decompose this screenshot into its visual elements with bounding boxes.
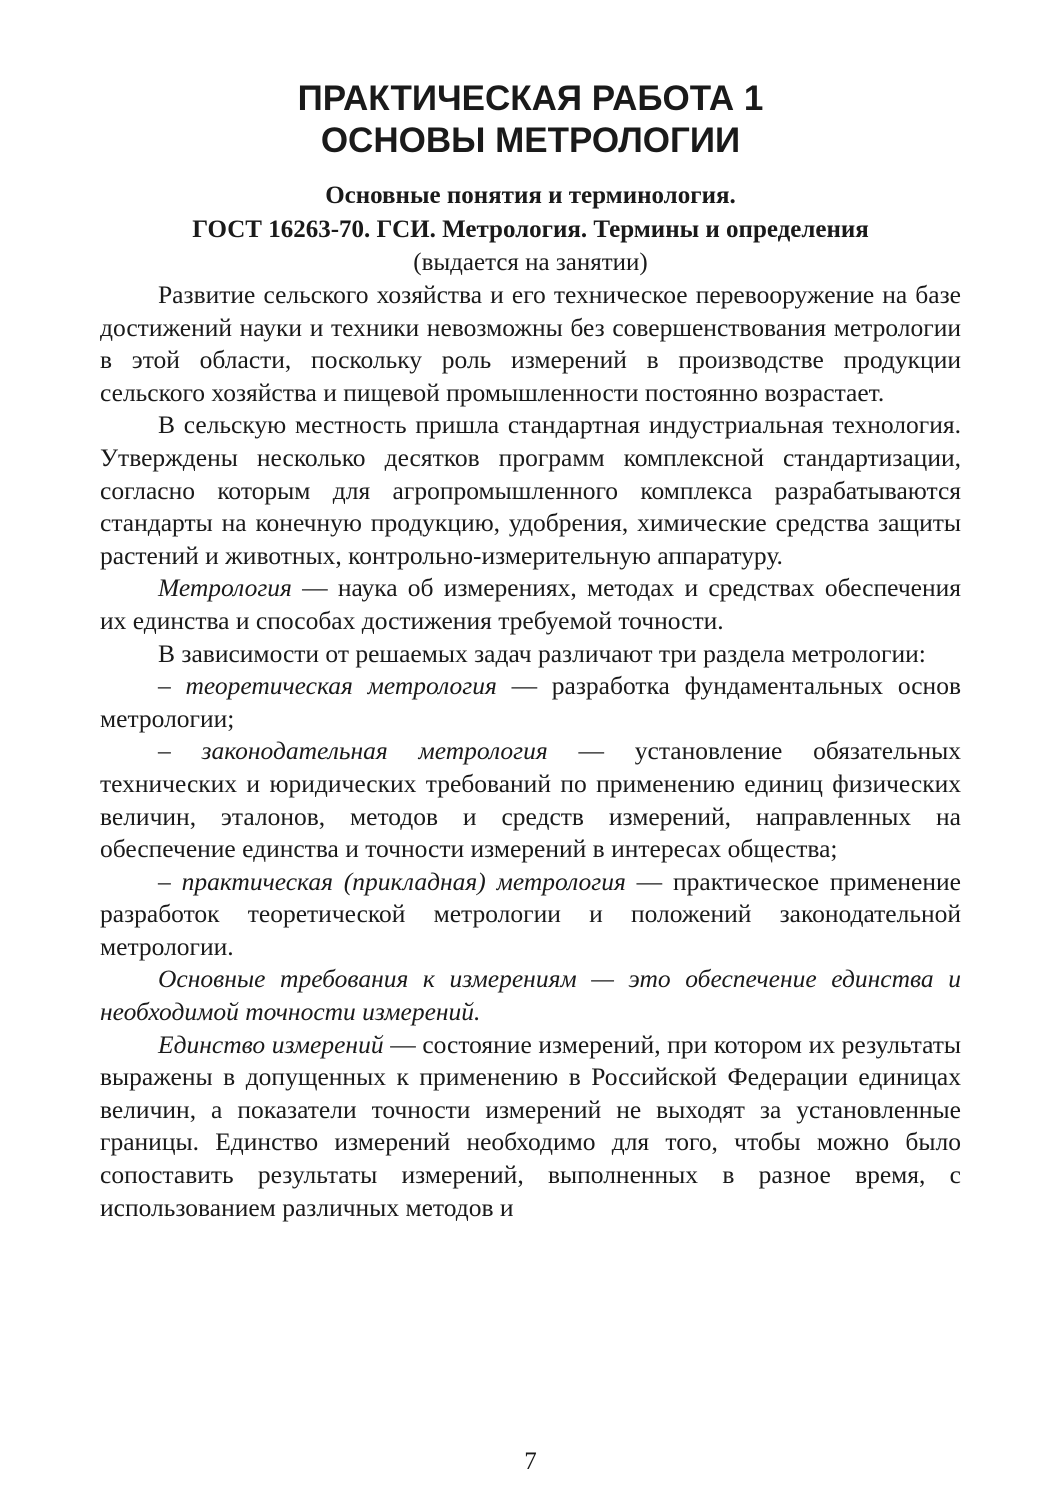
term-practical: – практическая (прикладная) метрология [158, 866, 626, 896]
definition-practical: — практическое применение разработок теоретической метрологии и положений законодательной метрологии. [100, 866, 961, 961]
paragraph-1: Развитие сельского хозяйства и его техническое перевооружение на базе достижений науки и техники невозможны без совершенствования метрологии в этой области, поскольку роль измерений в производстве продукции сельского хозяйства и пищевой промышленности постоянно возрастает. [100, 280, 961, 407]
section-heading-1: Основные понятия и терминология. [325, 182, 736, 209]
term-unity: Единство измерений [158, 1029, 384, 1059]
term-metrology: Метрология [158, 573, 292, 603]
page-title [100, 78, 961, 162]
title-line-2: ОСНОВЫ МЕТРОЛОГИИ [320, 121, 741, 160]
paragraph-2: В сельскую местность пришла стандартная индустриальная технология. Утверждены несколько десятков программ комплексной стандартизации, согласно которым для агропромышленного комплекса разрабатываются стандарты на конечную продукцию, удобрения, химические средства защиты растений и животных, контрольно-измерительную аппаратуру. [100, 410, 961, 570]
section-heading-2: ГОСТ 16263-70. ГСИ. Метрология. Термины и определения [192, 216, 869, 243]
term-theoretical: – теоретическая метрология [158, 671, 497, 701]
definition-metrology: — наука об измерениях, методах и средствах обеспечения их единства и способах достижения требуемой точности. [100, 573, 961, 635]
body-text [100, 279, 961, 1224]
list-item-theoretical [100, 670, 961, 735]
paragraph-unity [100, 1029, 961, 1225]
page-number: 7 [524, 1448, 537, 1475]
definition-legal: — установление обязательных технических и юридических требований по применению единиц физических величин, эталонов, методов и средств измерений, направленных на обеспечение единства и точности измерений в интересах общества; [100, 736, 961, 864]
paragraph-requirements [100, 963, 961, 1028]
page-content [100, 78, 961, 1224]
term-legal: – законодательная метрология [158, 736, 548, 766]
list-item-practical [100, 866, 961, 964]
requirements-statement: Основные требования к измерениям — это обеспечение единства и необходимой точности измерений. [100, 964, 961, 1027]
list-item-legal [100, 735, 961, 865]
paragraph-3 [100, 572, 961, 637]
definition-unity: — состояние измерений, при котором их результаты выражены в допущенных к применению в Российской Федерации единицах величин, а показатели точности измерений не выходят за установленные границы. Единство измерений необходимо для того, чтобы можно было сопоставить результаты измерений, выполненных в разное время, с использованием различных методов и [100, 1029, 962, 1222]
title-line-1: ПРАКТИЧЕСКАЯ РАБОТА 1 [297, 79, 764, 118]
section-note: (выдается на занятии) [413, 249, 648, 276]
paragraph-4: В зависимости от решаемых задач различают три раздела метрологии: [158, 638, 926, 668]
definition-theoretical: — разработка фундаментальных основ метрологии; [100, 671, 961, 733]
